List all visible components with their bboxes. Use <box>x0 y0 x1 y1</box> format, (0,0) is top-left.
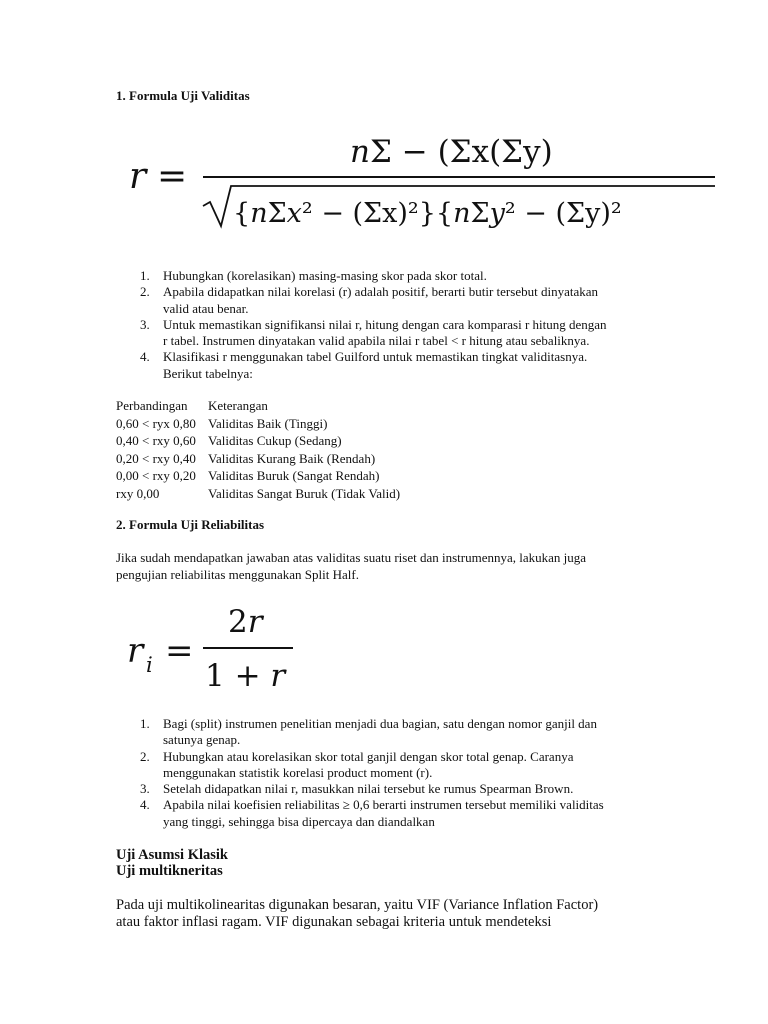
table-row <box>116 450 400 468</box>
table-cell: 0,20 < rxy 0,40 <box>116 450 196 466</box>
formula-numerator: nΣ − (Σx(Σy) <box>350 134 553 170</box>
formula-equals: = <box>157 156 188 197</box>
list-item: 3. Setelah didapatkan nilai r, masukkan nilai tersebut ke rumus Spearman Brown. <box>140 781 574 797</box>
list-item: 4. Apabila nilai koefisien reliabilitas ≥ 0,6 berarti instrumen tersebut memiliki validitas yang tinggi, sehingga bisa dipercaya dan diandalkan <box>140 797 604 829</box>
formula-numerator: 2r <box>228 604 263 640</box>
section-heading-reliability: 2. Formula Uji Reliabilitas <box>116 517 265 532</box>
table-row <box>116 485 400 503</box>
validity-steps <box>116 268 676 382</box>
list-item: 1. Bagi (split) instrumen penelitian menjadi dua bagian, satu dengan nomor ganjil dan satunya genap. <box>140 716 597 748</box>
reliability-steps <box>116 716 676 830</box>
list-item: 2. Hubungkan atau korelasikan skor total ganjil dengan skor total genap. Caranya menggunakan statistik korelasi product moment (r). <box>140 748 574 780</box>
table-header-row <box>116 397 400 415</box>
formula-lhs-r: r <box>127 631 144 671</box>
formula-subscript-i: i <box>146 653 153 677</box>
table-row <box>116 432 400 450</box>
table-cell: 0,00 < rxy 0,20 <box>116 468 196 483</box>
section-heading-classic-assumption: Uji Asumsi Klasik <box>116 847 228 863</box>
table-cell: Validitas Kurang Baik (Rendah) <box>208 450 376 466</box>
table-row <box>116 467 400 485</box>
list-item: 4. Klasifikasi r menggunakan tabel Guilford untuk memastikan tingkat validitasnya. Berikut tabelnya: <box>140 349 588 381</box>
table-cell: Validitas Cukup (Sedang) <box>208 433 342 448</box>
formula-equals: = <box>165 631 194 671</box>
validity-formula <box>115 122 725 242</box>
table-cell: 0,40 < rxy 0,60 <box>116 433 196 448</box>
list-item: 2. Apabila didapatkan nilai korelasi (r) adalah positif, berarti butir tersebut dinyatakan valid atau benar. <box>140 284 598 316</box>
table-header: Keterangan <box>208 398 268 413</box>
formula-lhs-r: r <box>129 156 147 197</box>
table-cell: rxy 0,00 <box>116 485 160 501</box>
reliability-intro: Jika sudah mendapatkan jawaban atas validitas suatu riset dan instrumennya, lakukan juga pengujian reliabilitas menggunakan Split Half. <box>116 550 587 582</box>
table-header: Perbandingan <box>116 398 188 413</box>
list-item: 1. Hubungkan (korelasikan) masing-masing skor pada skor total. <box>140 268 487 283</box>
guilford-table <box>116 397 400 502</box>
list-item: 3. Untuk memastikan signifikansi nilai r, hitung dengan cara komparasi r hitung dengan r tabel. Instrumen dinyatakan valid apabila nilai r tabel < r hitung atau sebaliknya. <box>140 316 607 349</box>
table-cell: 0,60 < ryx 0,80 <box>116 415 196 431</box>
reliability-formula <box>115 600 315 695</box>
section-subheading-multicollinearity: Uji multikneritas <box>116 863 223 879</box>
multicollinearity-body: Pada uji multikolinearitas digunakan besaran, yaitu VIF (Variance Inflation Factor) atau faktor inflasi ragam. VIF digunakan sebagai kriteria untuk mendeteksi <box>116 897 599 930</box>
table-cell: Validitas Buruk (Sangat Rendah) <box>208 468 380 483</box>
table-cell: Validitas Baik (Tinggi) <box>208 415 328 431</box>
section-heading-validity: 1. Formula Uji Validitas <box>116 88 250 103</box>
table-cell: Validitas Sangat Buruk (Tidak Valid) <box>208 485 401 501</box>
formula-denominator: {nΣx² − (Σx)²}{nΣy² − (Σy)² <box>233 198 622 229</box>
table-row <box>116 415 400 433</box>
formula-denominator: 1 + r <box>205 658 286 694</box>
